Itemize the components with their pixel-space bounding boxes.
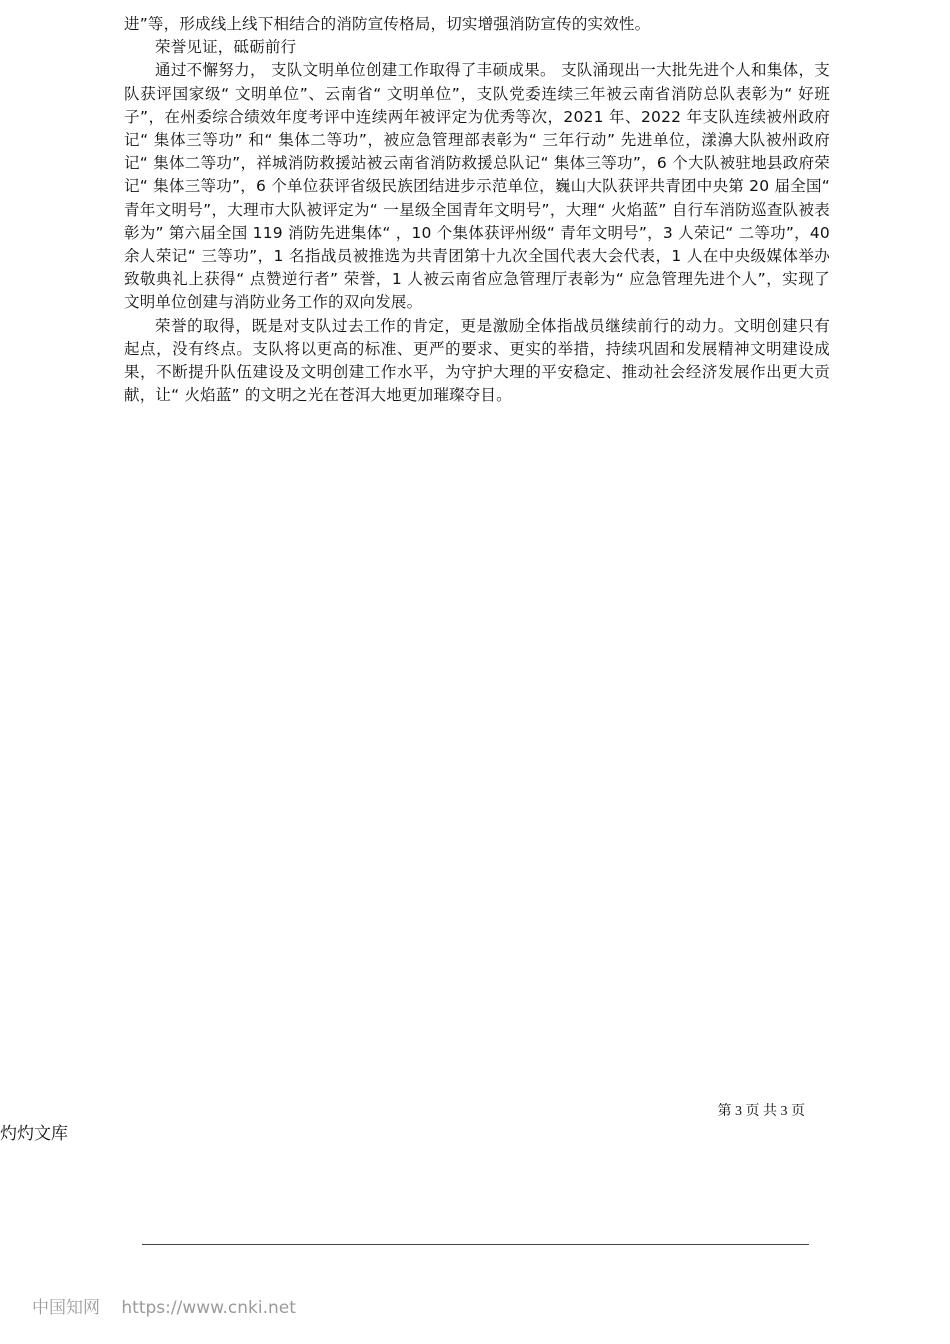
footer-divider — [142, 1244, 809, 1245]
footer-site-name: 中国知网 — [32, 1298, 100, 1318]
footer-url[interactable]: https://www.cnki.net — [121, 1298, 296, 1318]
paragraph-continuation: 进”等，形成线上线下相结合的消防宣传格局，切实增强消防宣传的实效性。 — [124, 15, 651, 33]
document-body — [124, 13, 830, 407]
page-number: 第 3 页 共 3 页 — [717, 1104, 805, 1119]
paragraph-conclusion: 荣誉的取得，既是对支队过去工作的肯定，更是激励全体指战员继续前行的动力。文明创建只有起点，没有终点。支队将以更高的标准、更严的要求、更实的举措，持续巩固和发展精神文明建设成果，不断提升队伍建设及文明创建工作水平，为守护大理的平安稳定、推动社会经济发展作出更大贡献，让“ 火焰蓝” 的文明之光在苍洱大地更加璀璨夺目。 — [124, 316, 830, 405]
section-heading: 荣誉见证，砥砺前行 — [155, 38, 297, 57]
paragraph-honors: 通过不懈努力， 支队文明单位创建工作取得了丰硕成果。 支队涌现出一大批先进个人和集体，支队获评国家级“ 文明单位”、云南省“ 文明单位”，支队党委连续三年被云南省消防总队表彰为“ 好班子”，在州委综合绩效年度考评中连续两年被评定为优秀等次，2021 年、2022 年支队连续被州政府记“ 集体三等功” 和“ 集体二等功”，被应急管理部表彰为“ 三年行动” 先进单位，漾濞大队被州政府记“ 集体二等功”，祥城消防救援站被云南省消防救援总队记“ 集体三等功”，6 个大队被驻地县政府荣记“ 集体三等功”，6 个单位获评省级民族团结进步示范单位，巍山大队获评共青团中央第 20 届全国“ 青年文明号”，大理市大队被评定为“ 一星级全国青年文明号”，大理“ 火焰蓝” 自行车消防巡查队被表彰为” 第六届全国 119 消防先进集体“ ，10 个集体获评州级“ 青年文明号”，3 人荣记“ 二等功”，40 余人荣记“ 三等功”，1 名指战员被推选为共青团第十九次全国代表大会代表，1 人在中央级媒体举办致敬典礼上获得“ 点赞逆行者” 荣誉，1 人被云南省应急管理厅表彰为“ 应急管理先进个人”，实现了文明单位创建与消防业务工作的双向发展。 — [124, 61, 830, 312]
library-watermark: 灼灼文库 — [0, 1124, 68, 1144]
footer-source — [32, 1293, 296, 1318]
